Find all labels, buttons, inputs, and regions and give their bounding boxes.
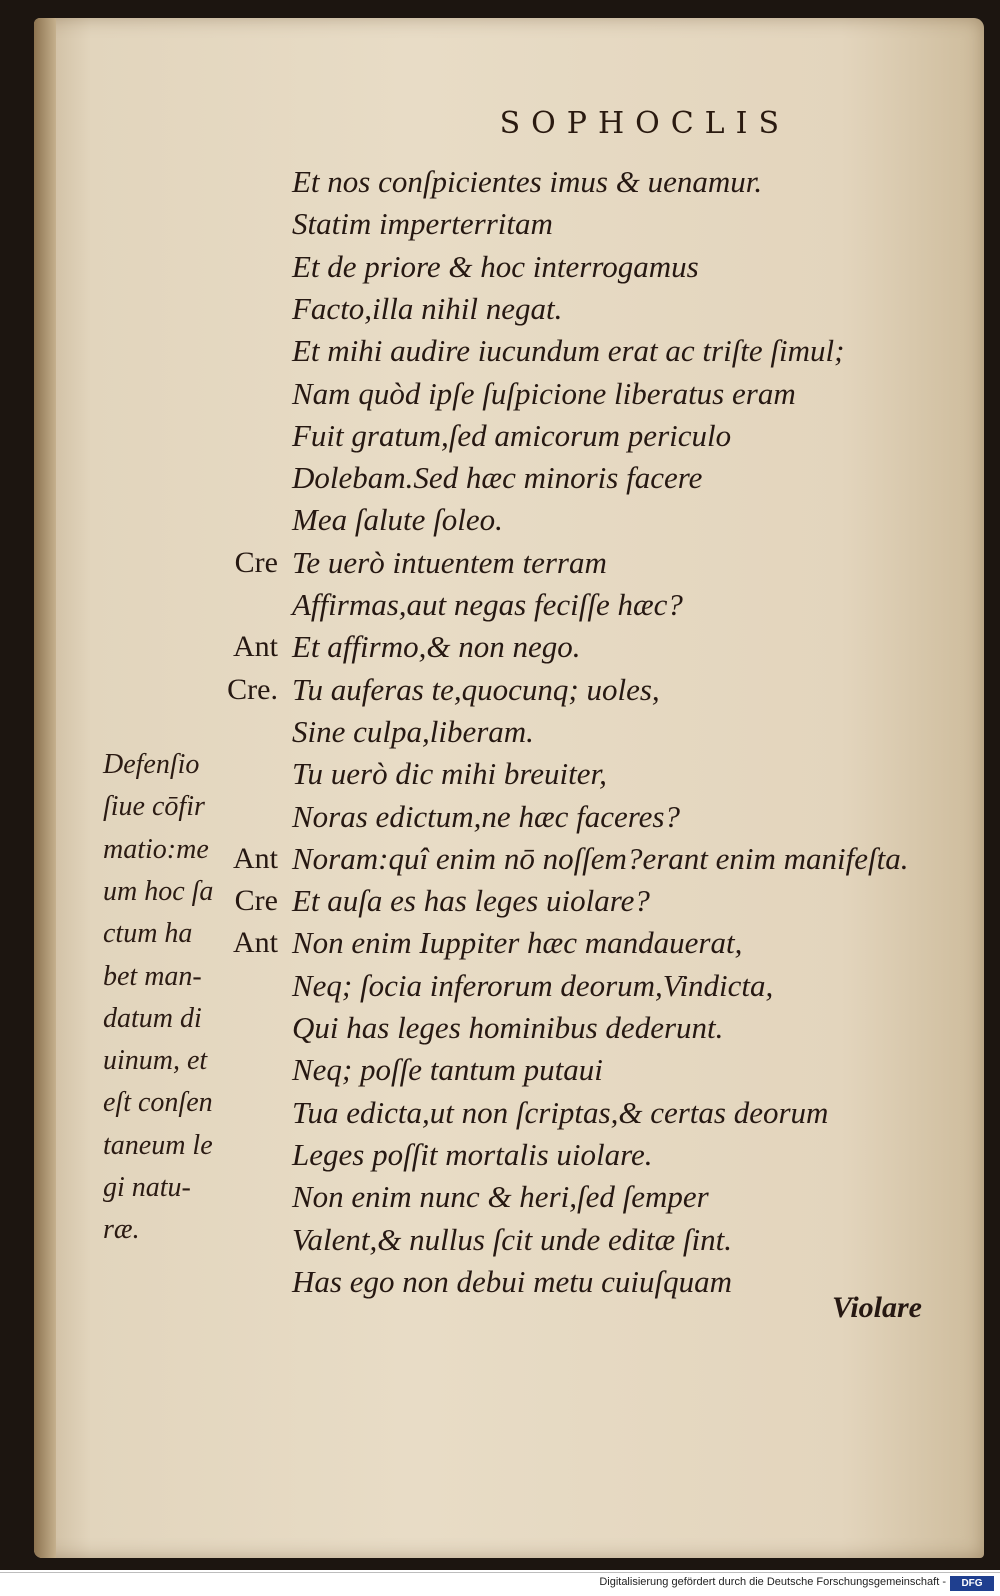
footer-bar — [0, 1572, 1000, 1596]
verse-line: Facto,illa nihil negat. — [292, 290, 563, 326]
marginal-note-line: uinum, et — [103, 1045, 208, 1077]
marginal-note-line: eſt conſen — [103, 1087, 213, 1119]
marginal-note-line: ctum ha — [103, 918, 193, 950]
dfg-logo: DFG — [950, 1576, 994, 1591]
verse-line: Affirmas,aut negas feciſſe hæc? — [292, 587, 683, 622]
verse-line: Noras edictum,ne hæc faceres? — [292, 798, 680, 834]
speaker-label: Cre — [234, 884, 278, 918]
running-title: SOPHOCLIS — [499, 106, 790, 141]
speaker-label: Cre — [234, 545, 278, 579]
verse-line: Qui has leges hominibus dederunt. — [292, 1010, 724, 1045]
marginal-note-line: um hoc ſa — [103, 875, 214, 907]
verse-line: Has ego non debui metu cuiuſquam — [292, 1263, 732, 1299]
speaker-label: Cre. — [227, 672, 278, 706]
funding-credit: Digitalisierung gefördert durch die Deutsche Forschungsgemeinschaft - — [599, 1576, 946, 1588]
verse-line: Tua edicta,ut non ſcriptas,& certas deorum — [292, 1094, 829, 1130]
verse-line: Et nos conſpicientes imus & uenamur. — [292, 164, 763, 199]
verse-line: Sine culpa,liberam. — [292, 713, 534, 749]
verse-line: Et affirmo,& non nego. — [292, 629, 581, 665]
marginal-note-line: ræ. — [103, 1214, 140, 1246]
verse-line: Tu uerò dic mihi breuiter, — [292, 756, 607, 792]
speaker-label: Ant — [233, 841, 278, 875]
verse-line: Statim imperterritam — [292, 206, 553, 242]
verse-line: Neq; poſſe tantum putaui — [292, 1052, 603, 1088]
verse-line: Tu auferas te,quocunq; uoles, — [292, 671, 660, 707]
marginal-note-line: Defenſio — [103, 749, 200, 780]
page-gutter — [34, 18, 56, 1558]
verse-line: Et mihi audire iucundum erat ac triſte ſimul; — [292, 333, 845, 369]
marginal-note-line: bet man- — [103, 960, 202, 992]
marginal-note-line: matio:me — [103, 833, 209, 865]
verse-line: Et auſa es has leges uiolare? — [292, 883, 650, 919]
verse-line: Noram:quî enim nō noſſem?erant enim manifeſta. — [292, 840, 909, 876]
verse-line: Non enim nunc & heri,ſed ſemper — [292, 1179, 709, 1215]
verse-line: Mea ſalute ſoleo. — [292, 502, 503, 538]
marginal-note-line: taneum le — [103, 1129, 213, 1161]
speaker-label: Ant — [233, 926, 278, 960]
marginal-note-line: ſiue cōfir — [103, 791, 205, 823]
speaker-label: Ant — [233, 630, 278, 664]
catchword: Violare — [831, 1291, 922, 1324]
verse-line: Nam quòd ipſe ſuſpicione liberatus eram — [292, 375, 796, 411]
verse-line: Fuit gratum,ſed amicorum periculo — [292, 417, 732, 453]
marginal-note-line: gi natu- — [103, 1172, 191, 1203]
marginal-note-line: datum di — [103, 1002, 202, 1034]
verse-line: Et de priore & hoc interrogamus — [292, 248, 699, 284]
verse-line: Valent,& nullus ſcit unde editæ ſint. — [292, 1221, 732, 1257]
verse-line: Non enim Iuppiter hæc mandauerat, — [292, 925, 743, 961]
verse-line: Te uerò intuentem terram — [292, 544, 607, 580]
verse-line: Neq; ſocia inferorum deorum,Vindicta, — [292, 967, 774, 1003]
verse-line: Leges poſſit mortalis uiolare. — [292, 1136, 653, 1172]
verse-line: Dolebam.Sed hæc minoris facere — [292, 460, 703, 496]
